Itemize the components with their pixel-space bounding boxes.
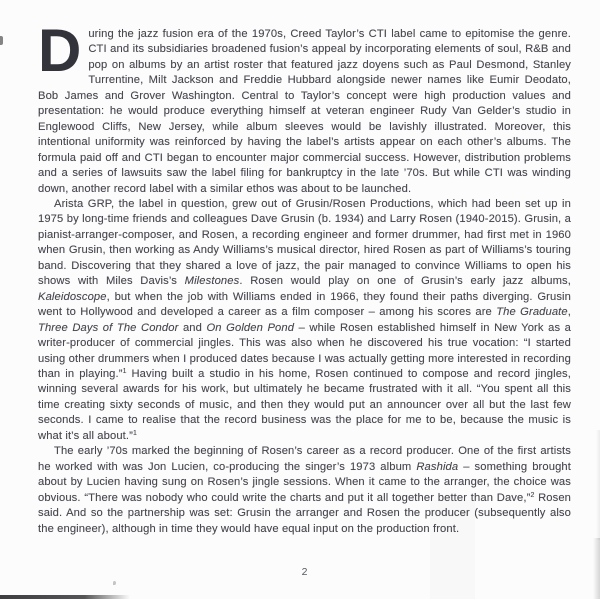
italic-title: On Golden Pond xyxy=(206,321,295,334)
italic-title: Three Days of The Condor xyxy=(38,321,179,334)
paragraph xyxy=(38,197,571,444)
scan-artifact-right-shade-upper xyxy=(596,430,600,540)
scan-artifact-speckle xyxy=(113,581,116,585)
paragraph xyxy=(38,444,571,537)
scan-artifact-left-edge xyxy=(0,36,3,45)
text-segment: uring the jazz fusion era of the 1970s, Creed Taylor’s CTI label came to epitomise the genre. CTI and its subsidiaries broadened fusion’s appeal by incorporating elements of soul, R&B and pop on albums by an artist roster that featured jazz doyens such as Paul Desmond, Stanley Turrentine, Milt Jackson and Freddie Hubbard alongside newer names like Eumir Deodato, Bob James and Grover Washington. Central to Taylor’s concept were high production values and presentation: he would produce everything himself at veteran engineer Rudy Van Gelder’s studio in Englewood Cliffs, New Jersey, while album sleeves would be lavishly illustrated. Moreover, this intentional uniformity was reinforced by having the label’s artists appear on each other’s albums. The formula paid off and CTI began to encounter major commercial success. However, distribution problems and a series of lawsuits saw the label filing for bankruptcy in the late ’70s. But while CTI was winding down, another record label with a similar ethos was about to be launched. xyxy=(38,28,571,195)
text-segment: Arista GRP, the label in question, grew out of Grusin/Rosen Productions, which had been set up in 1975 by long-time friends and colleagues Dave Grusin (b. 1934) and Larry Rosen (1940-2015). Grusin, a pianist-arranger-composer, and Rosen, a recording engineer and former drummer, had first met in 1960 when Grusin, then working as Andy Williams’s musical director, hired Rosen as part of Williams’s touring band. Discovering that they shared a love of jazz, the pair managed to convince Williams to open his shows with Miles Davis’s xyxy=(38,197,571,288)
text-segment: and xyxy=(178,321,207,334)
footnote-ref: 2 xyxy=(530,491,535,499)
text-segment: . Rosen would play on one of Grusin’s early jazz albums, xyxy=(239,275,571,288)
scan-artifact-right-shade xyxy=(593,538,600,599)
footnote-ref: 1 xyxy=(122,367,127,375)
paragraph xyxy=(38,17,571,197)
text-segment: , xyxy=(567,306,571,319)
footnote-ref: 1 xyxy=(132,429,137,437)
text-segment: – something brought about by Lucien having sung on Rosen’s jingle sessions. When it came to the arranger, the choice was obvious. “There was nobody who could write the charts and put it all together better than Dave,” xyxy=(38,460,571,504)
italic-title: Rashida xyxy=(416,460,459,473)
text-segment: , but when the job with Williams ended in 1966, they found their paths diverging. Grusin went to Hollywood and developed a career as a film composer – among his scores are xyxy=(38,290,571,319)
italic-title: The Graduate xyxy=(496,306,568,319)
text-segment: Having built a studio in his home, Rosen continued to compose and record jingles, winning several awards for his work, but ultimately he became frustrated with it all. “You spent all this time creating sixty seconds of music, and then they would put an announcer over all but the last few seconds. I came to realise that the record business was the place for me to be, because the music is what it’s all about.” xyxy=(38,367,571,442)
text-segment: – while Rosen established himself in New York as a writer-producer of commercial jingles. This was also when he discovered his true vocation: “I started using other drummers when I produced dates because I was actually getting more interested in recording than in playing.” xyxy=(38,321,572,380)
italic-title: Kaleidoscope xyxy=(38,290,107,303)
scan-artifact-bottom-line xyxy=(0,595,130,599)
italic-title: Milestones xyxy=(184,275,240,288)
text-segment: Rosen said. And so the partnership was set: Grusin the arranger and Rosen the producer (subsequently also the engineer), although in time they would have equal input on the production front. xyxy=(38,491,572,535)
drop-cap: D xyxy=(38,17,82,84)
liner-notes-text xyxy=(38,17,572,537)
text-segment: The early ’70s marked the beginning of Rosen’s career as a record producer. One of the first artists he worked with was Jon Lucien, co-producing the singer’s 1973 album xyxy=(38,445,571,473)
page-number: 2 xyxy=(301,566,308,578)
